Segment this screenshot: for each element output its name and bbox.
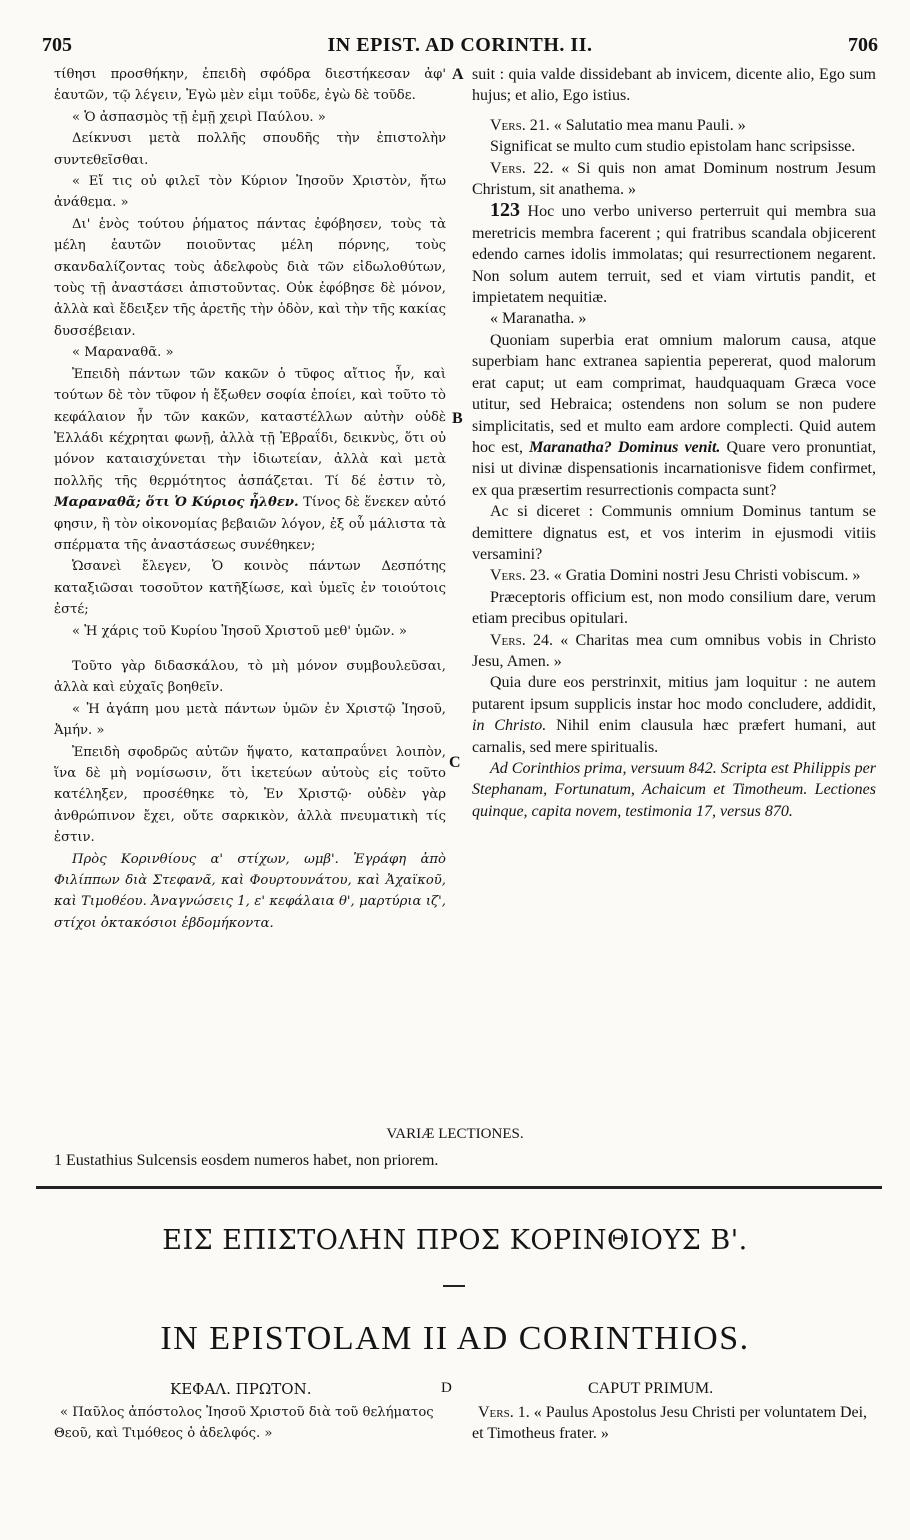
greek-text: Ἐπειδὴ πάντων τῶν κακῶν ὁ τῦφος αἴτιος ἦν, καὶ τούτων δὲ τὸν τῦφον ἡ ἔξωθεν σοφία ἐποίει, καὶ τοῦτο τὸ κεφάλαιον ἦν τῶν κακῶν, καταστέλλων αὐτὴν οὐδὲ Ἑλλάδι κέχρηται φωνῇ, ἀλλὰ τῇ Ἑβραΐδι, δεικνὺς, ὅτι οὐ μόνον καταισχύνεται τὴν ἰδιωτείαν, ἀλλὰ καὶ μετὰ πολλῆς τῆς θερμότητος ἀσπάζεται. Τί δέ ἐστιν τὸ,	[54, 366, 446, 489]
running-title: IN EPIST. AD CORINTH. II.	[327, 34, 593, 56]
left-page-number: 705	[42, 34, 72, 56]
column-number: 123	[490, 199, 520, 222]
greek-paragraph: Ἐπειδὴ σφοδρῶς αὐτῶν ἥψατο, καταπραΰνει λοιπὸν, ἵνα δὲ μὴ νομίσωσιν, ὅτι ἱκετεύων αὐτοὺς εἰς τοῦτο κατέληξεν, προσέθηκε τὸ, Ἐν Χριστῷ· οὐδὲν γὰρ ἀνθρώπινον ἔχει, οὔτε σαρκικὸν, ἀλλὰ πνευματικὴ τίς ἐστιν.	[54, 744, 446, 846]
greek-paragraph	[54, 364, 446, 557]
greek-paragraph: Ὡσανεὶ ἔλεγεν, Ὁ κοινὸς πάντων Δεσπότης καταξιῶσαι τοσοῦτον κατῆξίωσε, καὶ ὑμεῖς ἐν τοιούτοις ἐστέ;	[54, 559, 446, 618]
greek-colophon: Πρὸς Κορινθίους α' στίχων, ωμβ'. Ἐγράφη ἀπὸ Φιλίππων διὰ Στεφανᾶ, καὶ Φουρτουνάτου, καὶ Ἀχαϊκοῦ, καὶ Τιμοθέου. Ἀναγνώσεις 1, ε' κεφάλαια θ', μαρτύρια ιζ', στίχοι ὀκτακόσιοι ἑβδομήκοντα.	[54, 851, 446, 931]
section-divider	[36, 1186, 882, 1189]
greek-paragraph: Τοῦτο γὰρ διδασκάλου, τὸ μὴ μόνον συμβουλεῦσαι, ἀλλὰ καὶ εὐχαῖς βοηθεῖν.	[54, 658, 446, 696]
margin-marker-a: A	[452, 66, 464, 83]
verse-label: Vers. 22.	[490, 159, 554, 177]
latin-verse	[472, 630, 876, 673]
latin-text: « Charitas mea cum omnibus vobis in Christo Jesu, Amen. »	[472, 631, 876, 670]
greek-lemma: « Μαραναθᾶ. »	[72, 345, 174, 361]
latin-paragraph	[472, 330, 876, 501]
latin-text: « Paulus Apostolus Jesu Christi per voluntatem Dei, et Timotheus frater. »	[472, 1404, 868, 1442]
latin-paragraph: Significat se multo cum studio epistolam hanc scripsisse.	[490, 138, 856, 156]
latin-paragraph: Præceptoris officium est, non modo consilium dare, verum etiam precibus opitulari.	[472, 588, 876, 628]
margin-marker-d: D	[441, 1380, 452, 1396]
greek-paragraph: Δείκνυσι μετὰ πολλῆς σπουδῆς τὴν ἐπιστολὴν συντεθεῖσθαι.	[54, 131, 446, 168]
latin-emphasis: Maranatha? Dominus venit.	[529, 438, 721, 456]
greek-text: Τίνος δὲ ἕνεκεν αὐτό φησιν, ἢ τὸν οἰκονομίας βεβαιῶν λόγον, ἐξ οὗ μάλιστα τὰ σπέρματα τῆς ἀναστάσεως συνέθηκεν;	[54, 495, 446, 553]
latin-epistle-title: IN EPISTOLAM II AD CORINTHIOS.	[160, 1320, 750, 1357]
title-dash	[443, 1285, 465, 1287]
latin-chapter-heading: CAPUT PRIMUM.	[588, 1380, 714, 1397]
latin-lemma: « Maranatha. »	[490, 310, 587, 328]
latin-text: « Salutatio mea manu Pauli. »	[549, 116, 746, 134]
margin-marker-c: C	[449, 754, 461, 771]
greek-lemma: « Εἴ τις οὐ φιλεῖ τὸν Κύριον Ἰησοῦν Χριστὸν, ἤτω ἀνάθεμα. »	[54, 174, 446, 211]
greek-column	[54, 64, 446, 934]
latin-text: Quoniam superbia erat omnium malorum causa, atque superbiam hanc extranea sapientia pepererat, quod malorum erat caput; ut eam comprimat, haudquaquam Græca voce utitur, sed Hebraica; ostendens non solum se non pudere simplicitatis, sed et multo eam ardore complecti. Quid autem hoc est,	[472, 331, 876, 456]
latin-paragraph: suit : quia valde dissidebant ab invicem, dicente alio, Ego sum hujus; et alio, Ego istius.	[472, 66, 876, 105]
latin-text: Hoc uno verbo universo perterruit qui membra sua meretricis membra facerent ; qui fratribus scandala objicerent edendo carnes idolis immolatas; qui resurrectionem negarent. Non solum autem terruit, sed et viam virtutis pandit, et impietatem nequitiæ.	[472, 203, 876, 307]
verse-label: Vers. 24.	[490, 631, 553, 649]
greek-chapter-heading: ΚΕΦΑΛ. ΠΡΩΤΟΝ.	[170, 1380, 312, 1398]
variae-lectiones-heading: VARIÆ LECTIONES.	[386, 1126, 524, 1142]
latin-verse	[472, 1402, 876, 1444]
latin-colophon: Ad Corinthios prima, versuum 842. Scripta est Philippis per Stephanam, Fortunatum, Achaicum et Timotheum. Lectiones quinque, capita novem, testimonia 17, versus 870.	[472, 760, 876, 820]
greek-emphasis: Μαραναθᾶ; ὅτι Ὁ Κύριος ἦλθεν.	[54, 495, 299, 511]
greek-epistle-title: ΕΙΣ ΕΠΙΣΤΟΛΗΝ ΠΡΟΣ ΚΟΡΙΝΘΙΟΥΣ Β'.	[162, 1225, 748, 1256]
greek-verse-1	[54, 1402, 446, 1444]
greek-paragraph: τίθησι προσθήκην, ἐπειδὴ σφόδρα διεστήκεσαν ἀφ' ἑαυτῶν, τῷ λέγειν, Ἐγὼ μὲν εἰμι τοῦδε, ἐγὼ δὲ τοῦδε.	[54, 67, 446, 104]
latin-text: Nihil enim clausula hæc præfert humani, aut carnalis, sed mere spiritualis.	[472, 717, 876, 756]
latin-text: « Si quis non amat Dominum nostrum Jesum Christum, sit anathema. »	[472, 159, 877, 199]
greek-lemma: « Ἡ χάρις τοῦ Κυρίου Ἰησοῦ Χριστοῦ μεθ' ὑμῶν. »	[72, 623, 407, 639]
verse-label: Vers. 1.	[478, 1404, 530, 1421]
latin-paragraph	[472, 672, 876, 758]
right-page-number: 706	[848, 34, 878, 56]
greek-paragraph: Δι' ἑνὸς τούτου ῥήματος πάντας ἐφόβησεν, τοὺς τὰ μέλη ἑαυτῶν ποιοῦντας μέλη πόρνης, τοὺς σκανδαλίζοντας τοὺς ἀδελφοὺς διὰ τῶν εἰδωλοθύτων, τοὺς τῇ ἀναστάσει ἀπιστοῦντας. Οὐκ ἐφόβησε δὲ μόνον, ἀλλὰ καὶ ἔδειξεν τῆς ἀρετῆς τὴν ὁδὸν, καὶ τὴν τῆς κακίας δυσσέβειαν.	[54, 216, 446, 339]
latin-column	[472, 64, 876, 822]
latin-paragraph: Ac si diceret : Communis omnium Dominus tantum se demittere dignatus est, et vos interim in ejusmodi vitiis versamini?	[472, 503, 876, 563]
running-header	[42, 34, 878, 58]
latin-paragraph	[472, 200, 876, 308]
latin-verse	[472, 115, 876, 136]
latin-emphasis: in Christo.	[472, 717, 547, 735]
latin-verse-1	[472, 1402, 876, 1444]
latin-text: Quare vero pronuntiat, nisi ut divinæ dispensationis incarnationisve fidem confirmet, ex qua præsertim resurrectionis compacta sunt?	[472, 438, 877, 499]
greek-lemma: « Ἡ ἀγάπη μου μετὰ πάντων ὑμῶν ἐν Χριστῷ Ἰησοῦ, Ἀμήν. »	[54, 701, 446, 739]
variae-lectiones-note: 1 Eustathius Sulcensis eosdem numeros habet, non priorem.	[54, 1152, 439, 1169]
latin-verse	[472, 158, 876, 201]
verse-label: Vers. 23.	[490, 567, 550, 585]
verse-label: Vers. 21.	[490, 116, 550, 134]
greek-lemma: « Παῦλος ἀπόστολος Ἰησοῦ Χριστοῦ διὰ τοῦ θελήματος Θεοῦ, καὶ Τιμόθεος ὁ ἀδελφός. »	[54, 1405, 434, 1441]
greek-lemma: « Ὁ ἀσπασμὸς τῇ ἐμῇ χειρὶ Παύλου. »	[72, 109, 326, 125]
latin-text: Quia dure eos perstrinxit, mitius jam loquitur : ne autem putarent ipsum supplicis instar hoc modo concludere, addidit,	[472, 674, 876, 713]
margin-marker-b: B	[452, 410, 463, 427]
latin-verse	[472, 565, 876, 586]
latin-text: « Gratia Domini nostri Jesu Christi vobiscum. »	[549, 567, 861, 585]
